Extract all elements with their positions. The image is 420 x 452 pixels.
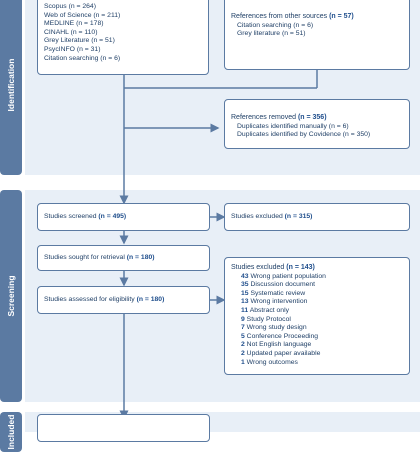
- reason-text: Not English language: [246, 341, 312, 349]
- reason-count: 9: [241, 315, 245, 323]
- identified-source-list: [44, 3, 202, 63]
- screened-box: Studies screened (n = 495): [37, 203, 210, 231]
- screening-label: Screening: [6, 275, 16, 317]
- exclusion-reason-row: [241, 324, 403, 333]
- source-name: MEDLINE: [44, 20, 75, 28]
- source-count: (n = 178): [76, 20, 104, 28]
- identified-source-row: [44, 37, 202, 46]
- reason-count: 15: [241, 289, 249, 297]
- identified-box: [37, 0, 209, 75]
- reason-count: 35: [241, 281, 249, 289]
- source-name: PsycINFO: [44, 45, 75, 53]
- source-count: (n = 6): [100, 54, 121, 62]
- source-name: CINAHL: [44, 28, 69, 36]
- source-name: Web of Science: [44, 11, 92, 19]
- exclusion-reason-row: [241, 273, 403, 282]
- exclusion-reason-row: [241, 281, 403, 290]
- reason-count: 5: [241, 332, 245, 340]
- source-name: Scopus: [44, 3, 67, 10]
- exclusion-reason-row: [241, 316, 403, 325]
- exclusion-reason-row: [241, 359, 403, 368]
- reason-text: Wrong study design: [246, 324, 307, 332]
- elig-excluded-heading: Studies excluded (n = 143): [231, 264, 315, 271]
- included-label: Included: [6, 414, 16, 450]
- identified-source-row: [44, 3, 202, 12]
- identified-source-row: [44, 12, 202, 21]
- reason-text: Conference Proceeding: [246, 332, 319, 340]
- removed-box: [224, 99, 410, 149]
- reason-text: Systematic review: [250, 289, 306, 297]
- reason-text: Wrong outcomes: [246, 358, 298, 366]
- included-box: [37, 414, 210, 442]
- removed-covidence: Duplicates identified by Covidence (n = 350): [237, 131, 371, 139]
- source-count: (n = 211): [93, 11, 121, 19]
- reason-count: 2: [241, 341, 245, 349]
- exclusion-reason-row: [241, 290, 403, 299]
- removed-manual: Duplicates identified manually (n = 6): [237, 122, 349, 130]
- identified-source-row: [44, 29, 202, 38]
- source-name: Citation searching: [44, 54, 99, 62]
- reason-count: 11: [241, 306, 249, 314]
- source-name: Grey Literature: [44, 37, 90, 45]
- eligibility-box: Studies assessed for eligibility (n = 180): [37, 286, 210, 314]
- exclusion-reason-list: [231, 273, 403, 368]
- exclusion-reason-row: [241, 298, 403, 307]
- reason-text: Discussion document: [250, 281, 316, 289]
- source-count: (n = 51): [91, 37, 115, 45]
- exclusion-reason-row: [241, 333, 403, 342]
- reason-count: 13: [241, 298, 249, 306]
- reason-count: 7: [241, 324, 245, 332]
- reason-text: Abstract only: [249, 306, 289, 314]
- identified-source-row: [44, 55, 202, 64]
- screen-excluded-box: Studies excluded (n = 315): [224, 203, 410, 231]
- source-count: (n = 31): [76, 45, 101, 53]
- exclusion-reason-row: [241, 350, 403, 359]
- identified-source-row: [44, 46, 202, 55]
- source-count: (n = 110): [70, 28, 98, 36]
- reason-count: 43: [241, 272, 249, 280]
- identified-source-row: [44, 20, 202, 29]
- reason-text: Wrong intervention: [250, 298, 308, 306]
- exclusion-reason-row: [241, 307, 403, 316]
- removed-heading: References removed (n = 356): [231, 114, 327, 121]
- source-count: (n = 264): [68, 3, 96, 10]
- other-source-citation: Citation searching (n = 6): [237, 21, 314, 29]
- other-sources-box: [224, 0, 410, 70]
- retrieval-box: Studies sought for retrieval (n = 180): [37, 245, 210, 271]
- reason-count: 1: [241, 358, 245, 366]
- reason-text: Updated paper available: [246, 349, 321, 357]
- screening-band: [0, 190, 22, 402]
- elig-excluded-box: [224, 257, 410, 375]
- reason-count: 2: [241, 349, 245, 357]
- reason-text: Wrong patient population: [250, 272, 326, 280]
- identification-label: Identification: [6, 58, 16, 111]
- included-band: [0, 412, 22, 452]
- identification-band: [0, 0, 22, 175]
- other-sources-heading: References from other sources (n = 57): [231, 13, 354, 20]
- reason-text: Study Protocol: [246, 315, 291, 323]
- exclusion-reason-row: [241, 341, 403, 350]
- other-source-grey: Grey literature (n = 51): [237, 30, 306, 38]
